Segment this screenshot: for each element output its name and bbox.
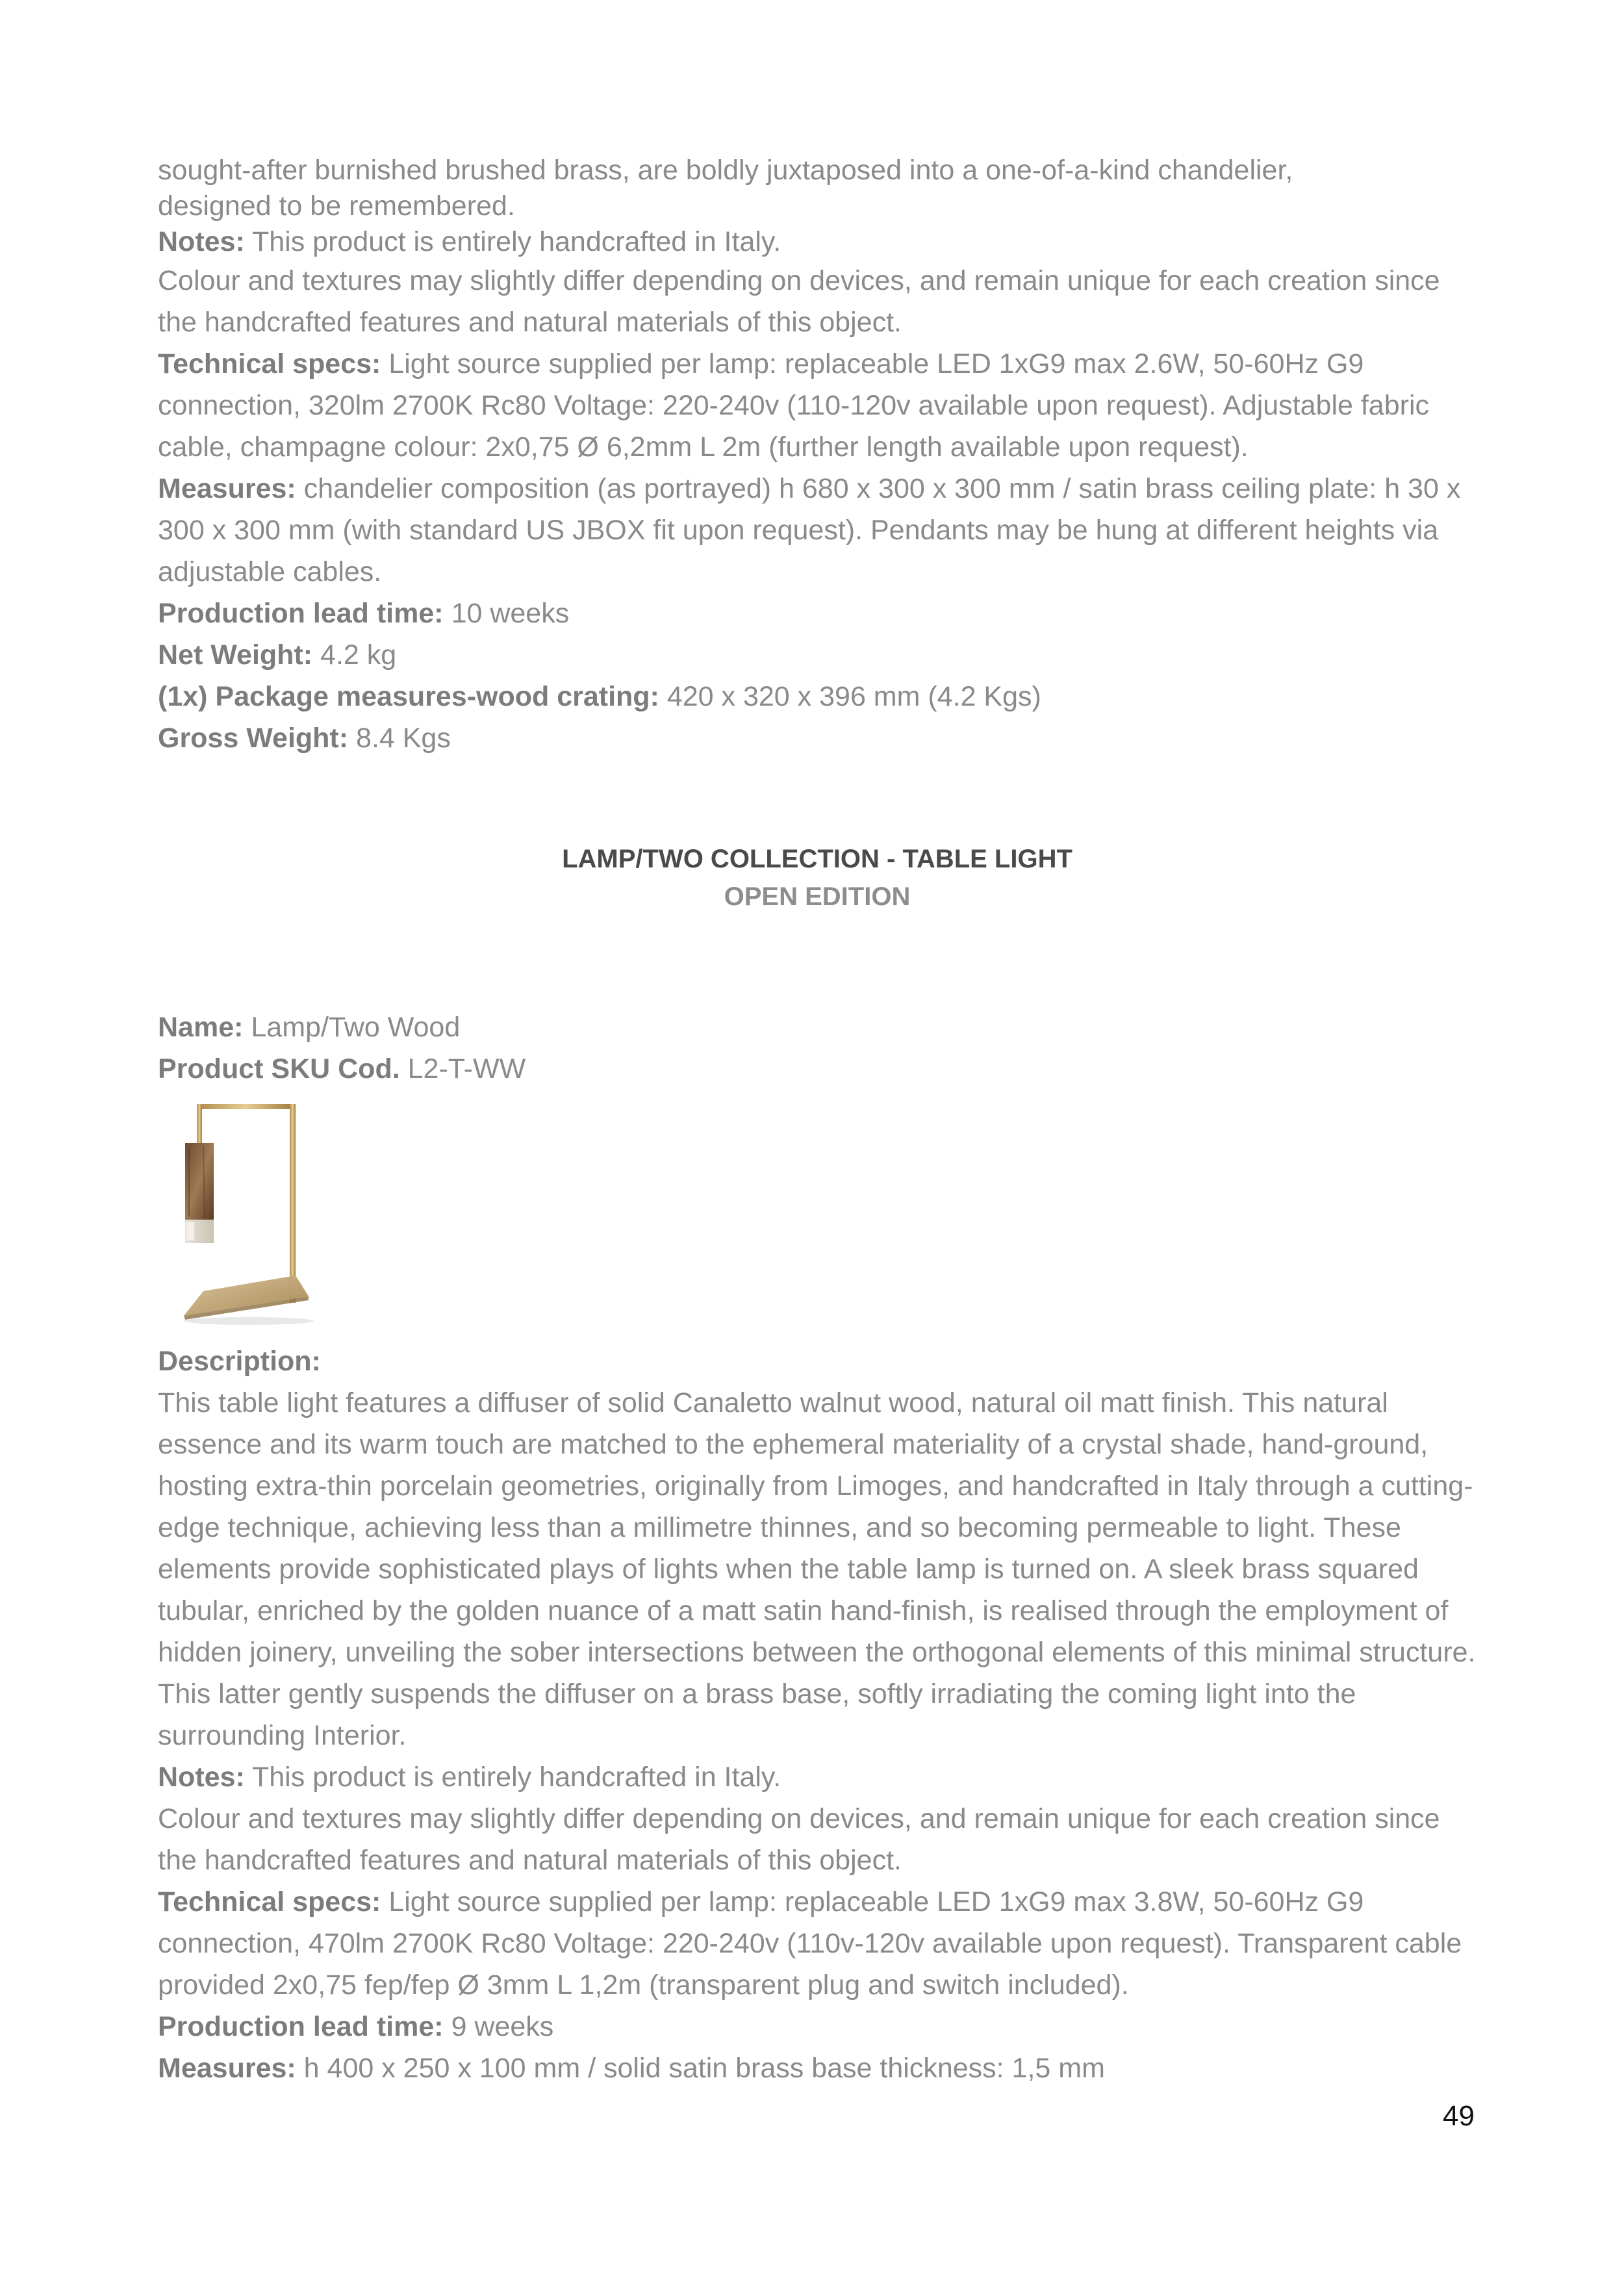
lamp-frame-top (197, 1104, 294, 1109)
product-measures-text: h 400 x 250 x 100 mm / solid satin brass base thickness: 1,5 mm (303, 2053, 1105, 2084)
top-technical-specs (158, 343, 1477, 468)
top-package-measures (158, 676, 1477, 717)
top-measures-label: Measures: (158, 473, 296, 504)
product-sku (158, 1048, 1477, 1090)
product-technical-specs (158, 1881, 1477, 2006)
top-lead-time-label: Production lead time: (158, 598, 444, 629)
product-name-text: Lamp/Two Wood (251, 1012, 461, 1043)
product-name (158, 1006, 1477, 1048)
product-lead-time-label: Production lead time: (158, 2011, 444, 2042)
top-technical-specs-text: Light source supplied per lamp: replaceable LED 1xG9 max 2.6W, 50-60Hz G9 connection, 320lm 2700K Rc80 Voltage: 220-240v (110-120v available upon request). Adjustable fabric cable, champagne colour: 2x0,75 Ø 6,2mm L 2m (further length available upon request). (158, 348, 1430, 463)
document-page (158, 153, 1477, 2089)
product-technical-specs-text: Light source supplied per lamp: replaceable LED 1xG9 max 3.8W, 50-60Hz G9 connection, 470lm 2700K Rc80 Voltage: 220-240v (110v-120v available upon request). Transparent cable provided 2x0,75 fep/fep Ø 3mm L 1,2m (transparent plug and switch included). (158, 1886, 1462, 2001)
product-measures (158, 2047, 1477, 2089)
lamp-frame-left (197, 1104, 202, 1144)
top-net-weight-text: 4.2 kg (320, 639, 397, 671)
product-name-label: Name: (158, 1012, 244, 1043)
top-colour-note: Colour and textures may slightly differ depending on devices, and remain unique for each creation since the handcrafted features and natural materials of this object. (158, 265, 1440, 338)
top-lead-time-text: 10 weeks (451, 598, 570, 629)
product-sku-label: Product SKU Cod. (158, 1053, 400, 1084)
top-measures-text: chandelier composition (as portrayed) h 680 x 300 x 300 mm / satin brass ceiling plate: h 30 x 300 x 300 mm (with standard US JBOX fit upon request). Pendants may be hung at different heights via adjustable cables. (158, 473, 1461, 587)
description-heading (158, 1340, 1477, 1382)
edition-label: OPEN EDITION (724, 882, 911, 911)
top-package-measures-label: (1x) Package measures-wood crating: (158, 681, 659, 712)
top-net-weight (158, 634, 1477, 676)
product-notes-label: Notes: (158, 1762, 245, 1793)
top-notes-text: This product is entirely handcrafted in Italy. (251, 226, 781, 257)
spacer (158, 916, 1477, 1006)
product-lead-time (158, 2006, 1477, 2047)
top-gross-weight-text: 8.4 Kgs (356, 723, 451, 754)
section-heading (158, 840, 1477, 916)
intro-line-2: designed to be remembered. (158, 190, 515, 222)
top-notes-label: Notes: (158, 226, 245, 257)
top-notes (158, 224, 1477, 260)
lamp-frame-right (290, 1104, 296, 1303)
collection-subtitle: TABLE LIGHT (902, 845, 1072, 873)
top-net-weight-label: Net Weight: (158, 639, 313, 671)
intro-line-1: sought-after burnished brushed brass, are boldly juxtaposed into a one-of-a-kind chandelier, (158, 155, 1293, 186)
top-lead-time (158, 593, 1477, 634)
top-package-measures-text: 420 x 320 x 396 mm (4.2 Kgs) (666, 681, 1041, 712)
top-gross-weight (158, 717, 1477, 759)
description-label: Description: (158, 1346, 321, 1377)
top-measures (158, 468, 1477, 593)
product-lead-time-text: 9 weeks (451, 2011, 554, 2042)
product-sku-text: L2-T-WW (407, 1053, 526, 1084)
top-technical-specs-label: Technical specs: (158, 348, 381, 379)
product-technical-specs-label: Technical specs: (158, 1886, 381, 1917)
title-separator: - (879, 845, 903, 873)
top-gross-weight-label: Gross Weight: (158, 723, 349, 754)
product-notes-text: This product is entirely handcrafted in Italy. (251, 1762, 781, 1793)
product-colour-note: Colour and textures may slightly differ depending on devices, and remain unique for each creation since the handcrafted features and natural materials of this object. (158, 1803, 1440, 1876)
product-notes (158, 1756, 1477, 1798)
product-measures-label: Measures: (158, 2053, 296, 2084)
page-number: 49 (1443, 2100, 1475, 2132)
section-title (158, 840, 1477, 878)
collection-title: LAMP/TWO COLLECTION (562, 845, 880, 873)
table-lamp-image (158, 1101, 333, 1329)
description-text: This table light features a diffuser of solid Canaletto walnut wood, natural oil matt finish. This natural essence and its warm touch are matched to the ephemeral materiality of a crystal shade, hand-ground, hosting extra-thin porcelain geometries, originally from Limoges, and handcrafted in Italy through a cutting-edge technique, achieving less than a millimetre thinnes, and so becoming permeable to light. These elements provide sophisticated plays of lights when the table lamp is turned on. A sleek brass squared tubular, enriched by the golden nuance of a matt satin hand-finish, is realised through the employment of hidden joinery, unveiling the sober intersections between the orthogonal elements of this minimal structure. This latter gently suspends the diffuser on a brass base, softly irradiating the coming light into the surrounding Interior. (158, 1387, 1476, 1751)
